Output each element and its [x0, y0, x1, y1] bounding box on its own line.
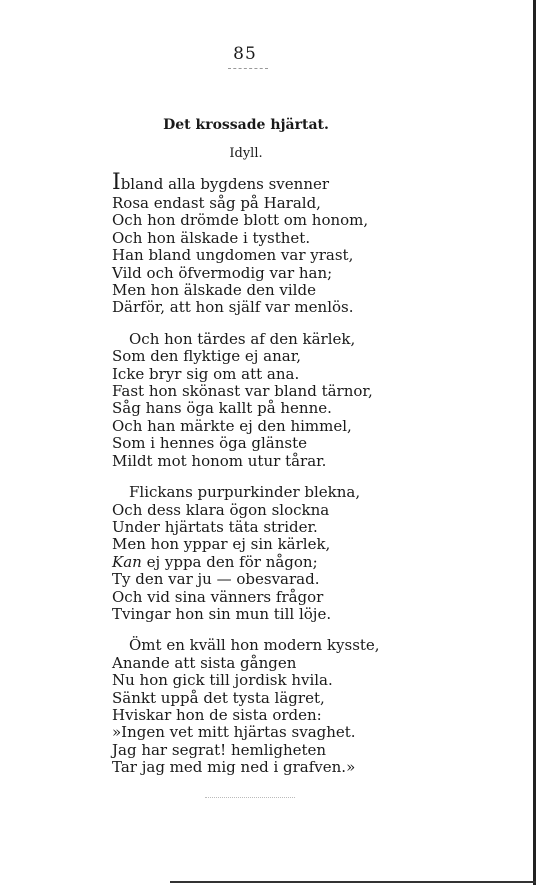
poem-subtitle: Idyll.: [229, 146, 263, 161]
stanza-3: [112, 484, 412, 623]
page-number-rule: [228, 68, 268, 70]
poem-line-4-1: Ömt en kväll hon modern kysste,: [129, 636, 380, 655]
poem-line-2-7: Som i hennes öga glänste: [112, 434, 308, 453]
drop-cap: I: [112, 170, 121, 195]
poem-line-2-1: Och hon tärdes af den kärlek,: [129, 329, 356, 348]
poem-line-3-7: Och vid sina vänners frågor: [112, 587, 324, 606]
stanza-2: [112, 331, 412, 470]
poem-line-1-7: Men hon älskade den vilde: [112, 281, 316, 300]
poem-line-2-5: Såg hans öga kallt på henne.: [112, 399, 332, 418]
stanza-1: [112, 172, 412, 317]
poem-line-3-2: Och dess klara ögon slockna: [112, 500, 330, 519]
poem-line-3-8: Tvingar hon sin mun till löje.: [112, 604, 332, 623]
poem-line-4-5: Hviskar hon de sista orden:: [112, 705, 322, 724]
stanza-4: [112, 637, 412, 776]
poem-line-4-3: Nu hon gick till jordisk hvila.: [112, 671, 333, 690]
poem-line-1-5: Han bland ungdomen var yrast,: [112, 246, 354, 265]
poem-line-3-4: Men hon yppar ej sin kärlek,: [112, 535, 331, 554]
poem-line-1-3: Och hon drömde blott om honom,: [112, 211, 369, 230]
poem-line-3-6: Ty den var ju — obesvarad.: [112, 570, 320, 589]
poem-line-3-3: Under hjärtats täta strider.: [112, 517, 318, 536]
poem-line-2-2: Som den flyktige ej anar,: [112, 347, 301, 366]
poem-line-1-8: Därför, att hon själf var menlös.: [112, 298, 354, 317]
poem-line-4-6: »Ingen vet mitt hjärtas svaghet.: [112, 723, 356, 742]
poem-line-4-2: Anande att sista gången: [112, 653, 297, 672]
poem-line-3-5: [112, 554, 412, 571]
poem-line-2-4: Fast hon skönast var bland tärnor,: [112, 382, 373, 401]
poem-line-4-8: Tar jag med mig ned i grafven.»: [112, 758, 356, 777]
poem-line-3-5-rest: ej yppa den för någon;: [141, 552, 318, 571]
poem-line-2-3: Icke bryr sig om att ana.: [112, 364, 300, 383]
poem-line-1-1: [112, 172, 412, 195]
poem-line-1-4: Och hon älskade i tysthet.: [112, 228, 311, 247]
poem-line-4-4: Sänkt uppå det tysta lägret,: [112, 688, 325, 707]
poem-line-2-6: Och han märkte ej den himmel,: [112, 416, 352, 435]
poem-line-1-1-rest: bland alla bygdens svenner: [120, 175, 330, 193]
poem-line-3-5-italic: Kan: [112, 552, 142, 571]
poem-line-1-2: Rosa endast såg på Harald,: [112, 194, 321, 212]
poem-title: Det krossade hjärtat.: [163, 117, 329, 133]
end-rule: [205, 797, 295, 799]
page-number: 85: [233, 44, 257, 64]
poem-line-2-8: Mildt mot honom utur tårar.: [112, 451, 327, 470]
poem-body: [112, 172, 412, 791]
poem-line-1-6: Vild och öfvermodig var han;: [112, 263, 333, 282]
poem-line-3-1: Flickans purpurkinder blekna,: [129, 483, 361, 502]
page-edge-bottom: [170, 881, 536, 883]
poem-line-4-7: Jag har segrat! hemligheten: [112, 740, 327, 759]
